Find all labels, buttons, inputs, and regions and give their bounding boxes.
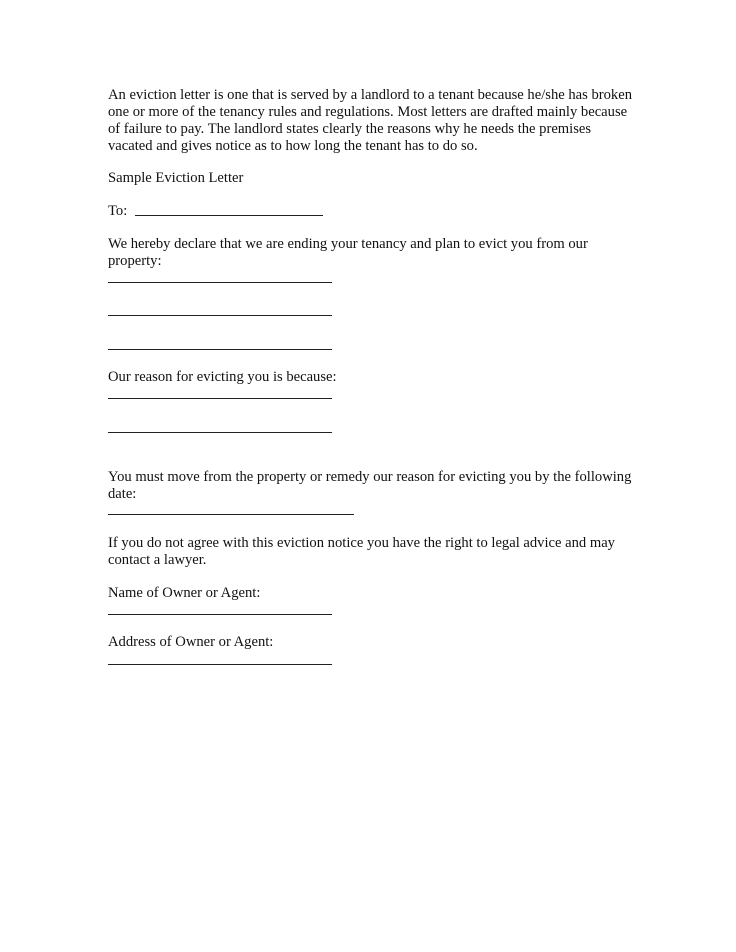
owner-address-label: Address of Owner or Agent: — [108, 634, 274, 650]
to-blank-line — [135, 215, 323, 216]
intro-line-1: An eviction letter is one that is served by a landlord to a tenant because he/she has broken — [108, 87, 632, 103]
owner-name-blank-line — [108, 614, 332, 615]
intro-line-4: vacated and gives notice as to how long the tenant has to do so. — [108, 138, 478, 154]
declaration-blank-line-1 — [108, 282, 332, 283]
advice-line-2: contact a lawyer. — [108, 552, 207, 568]
reason-blank-line-2 — [108, 432, 332, 433]
move-notice-line-2: date: — [108, 486, 137, 502]
date-blank-line — [108, 514, 354, 515]
declaration-blank-line-2 — [108, 315, 332, 316]
advice-line-1: If you do not agree with this eviction notice you have the right to legal advice and may — [108, 535, 615, 551]
sample-title: Sample Eviction Letter — [108, 170, 244, 186]
intro-line-3: of failure to pay. The landlord states clearly the reasons why he needs the premises — [108, 121, 592, 137]
owner-address-blank-line — [108, 664, 332, 665]
declaration-blank-line-3 — [108, 349, 332, 350]
declaration-line-2: property: — [108, 253, 162, 269]
declaration-line-1: We hereby declare that we are ending your tenancy and plan to evict you from our — [108, 236, 588, 252]
move-notice-line-1: You must move from the property or remedy our reason for evicting you by the following — [108, 469, 632, 485]
intro-line-2: one or more of the tenancy rules and regulations. Most letters are drafted mainly because — [108, 104, 628, 120]
reason-blank-line-1 — [108, 398, 332, 399]
owner-name-label: Name of Owner or Agent: — [108, 585, 261, 601]
reason-label: Our reason for evicting you is because: — [108, 369, 337, 385]
to-label: To: — [108, 203, 128, 219]
